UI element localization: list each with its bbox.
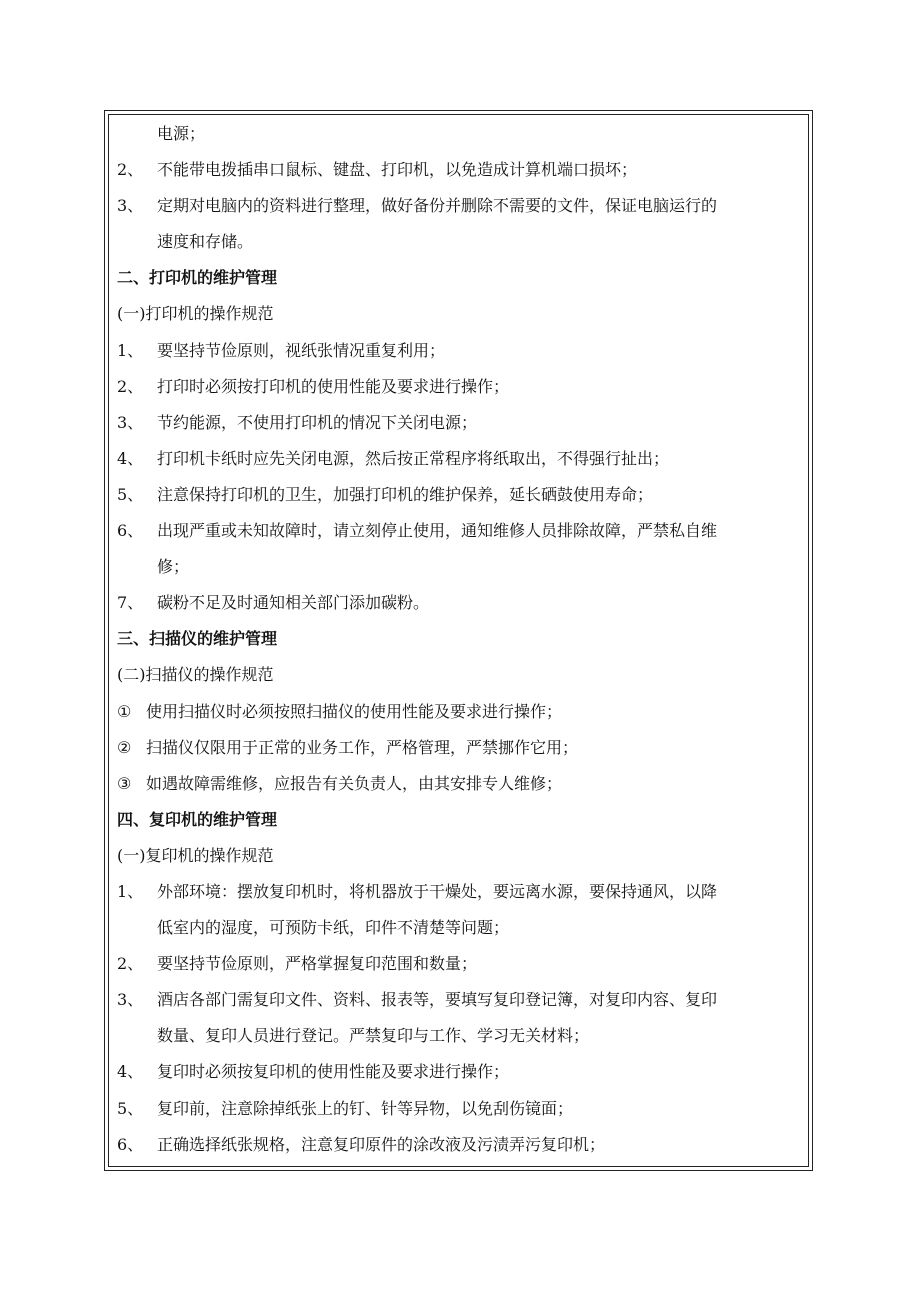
list-item-continuation <box>117 116 807 152</box>
item-number: 6、 <box>117 521 144 541</box>
item-number: 2、 <box>117 160 144 180</box>
list-item <box>117 477 807 513</box>
list-item-continuation <box>117 910 807 946</box>
item-number: 5、 <box>117 1098 144 1118</box>
subsection-title <box>117 296 807 332</box>
subsection-text: (一)复印机的操作规范 <box>117 845 274 865</box>
item-text: 速度和存储。 <box>157 232 254 252</box>
list-item <box>117 369 807 405</box>
heading-text: 二、打印机的维护管理 <box>117 268 278 288</box>
list-item <box>117 946 807 982</box>
item-text: 复印前，注意除掉纸张上的钉、针等异物，以免刮伤镜面； <box>157 1098 574 1118</box>
list-item-continuation <box>117 549 807 585</box>
item-text: 要坚持节俭原则，视纸张情况重复利用； <box>157 340 446 360</box>
section-heading <box>117 802 807 838</box>
item-text: 数量、复印人员进行登记。严禁复印与工作、学习无关材料； <box>157 1026 590 1046</box>
item-text: 正确选择纸张规格，注意复印原件的涂改液及污渍弄污复印机； <box>157 1134 606 1154</box>
heading-text: 四、复印机的维护管理 <box>117 809 278 829</box>
item-text: 电源； <box>157 124 206 143</box>
list-item <box>117 730 807 766</box>
item-number: 3、 <box>117 412 144 432</box>
item-text: 复印时必须按复印机的使用性能及要求进行操作； <box>157 1062 510 1082</box>
item-text: 扫描仪仅限用于正常的业务工作，严格管理，严禁挪作它用； <box>146 737 579 757</box>
item-text: 节约能源，不使用打印机的情况下关闭电源； <box>157 412 478 432</box>
item-text: 定期对电脑内的资料进行整理，做好备份并删除不需要的文件，保证电脑运行的 <box>157 196 718 216</box>
item-number: 7、 <box>117 593 144 613</box>
list-item <box>117 513 807 549</box>
item-number: 4、 <box>117 448 144 468</box>
item-number: 5、 <box>117 484 144 504</box>
item-text: 低室内的湿度，可预防卡纸，印件不清楚等问题； <box>157 918 510 938</box>
item-text: 出现严重或未知故障时，请立刻停止使用，通知维修人员排除故障，严禁私自维 <box>157 521 718 541</box>
item-text: 注意保持打印机的卫生，加强打印机的维护保养，延长硒鼓使用寿命； <box>157 484 654 504</box>
list-item <box>117 1127 807 1163</box>
list-item <box>117 152 807 188</box>
item-text: 酒店各部门需复印文件、资料、报表等，要填写复印登记簿，对复印内容、复印 <box>157 990 718 1010</box>
item-text: 使用扫描仪时必须按照扫描仪的使用性能及要求进行操作； <box>146 701 563 721</box>
list-item <box>117 333 807 369</box>
list-item <box>117 585 807 621</box>
item-text: 修； <box>157 557 190 577</box>
item-text: 外部环境：摆放复印机时，将机器放于干燥处，要远离水源，要保持通风，以降 <box>157 881 718 901</box>
item-text: 打印机卡纸时应先关闭电源，然后按正常程序将纸取出，不得强行扯出； <box>157 448 670 468</box>
subsection-title <box>117 838 807 874</box>
list-item <box>117 982 807 1018</box>
item-text: 碳粉不足及时通知相关部门添加碳粉。 <box>157 593 430 613</box>
item-number: ③ <box>117 773 132 793</box>
list-item <box>117 1054 807 1090</box>
item-number: 1、 <box>117 881 144 901</box>
item-number: ① <box>117 701 132 721</box>
item-text: 如遇故障需维修，应报告有关负责人，由其安排专人维修； <box>146 773 563 793</box>
item-number: 2、 <box>117 376 144 396</box>
item-number: 1、 <box>117 340 144 360</box>
list-item <box>117 694 807 730</box>
list-item <box>117 874 807 910</box>
list-item-continuation <box>117 1018 807 1054</box>
list-item <box>117 405 807 441</box>
section-heading <box>117 260 807 296</box>
list-item-continuation <box>117 224 807 260</box>
list-item <box>117 766 807 802</box>
item-number: ② <box>117 737 132 757</box>
list-item <box>117 1091 807 1127</box>
subsection-text: (一)打印机的操作规范 <box>117 304 274 324</box>
list-item <box>117 188 807 224</box>
item-number: 3、 <box>117 990 144 1010</box>
section-heading <box>117 621 807 657</box>
document-body <box>117 116 807 1163</box>
heading-text: 三、扫描仪的维护管理 <box>117 629 278 649</box>
subsection-text: (二)扫描仪的操作规范 <box>117 665 274 685</box>
list-item <box>117 441 807 477</box>
item-text: 不能带电拨插串口鼠标、键盘、打印机，以免造成计算机端口损坏； <box>157 160 638 180</box>
item-text: 打印时必须按打印机的使用性能及要求进行操作； <box>157 376 510 396</box>
item-number: 2、 <box>117 954 144 974</box>
item-number: 4、 <box>117 1062 144 1082</box>
item-text: 要坚持节俭原则，严格掌握复印范围和数量； <box>157 954 478 974</box>
item-number: 3、 <box>117 196 144 216</box>
item-number: 6、 <box>117 1134 144 1154</box>
subsection-title <box>117 657 807 693</box>
